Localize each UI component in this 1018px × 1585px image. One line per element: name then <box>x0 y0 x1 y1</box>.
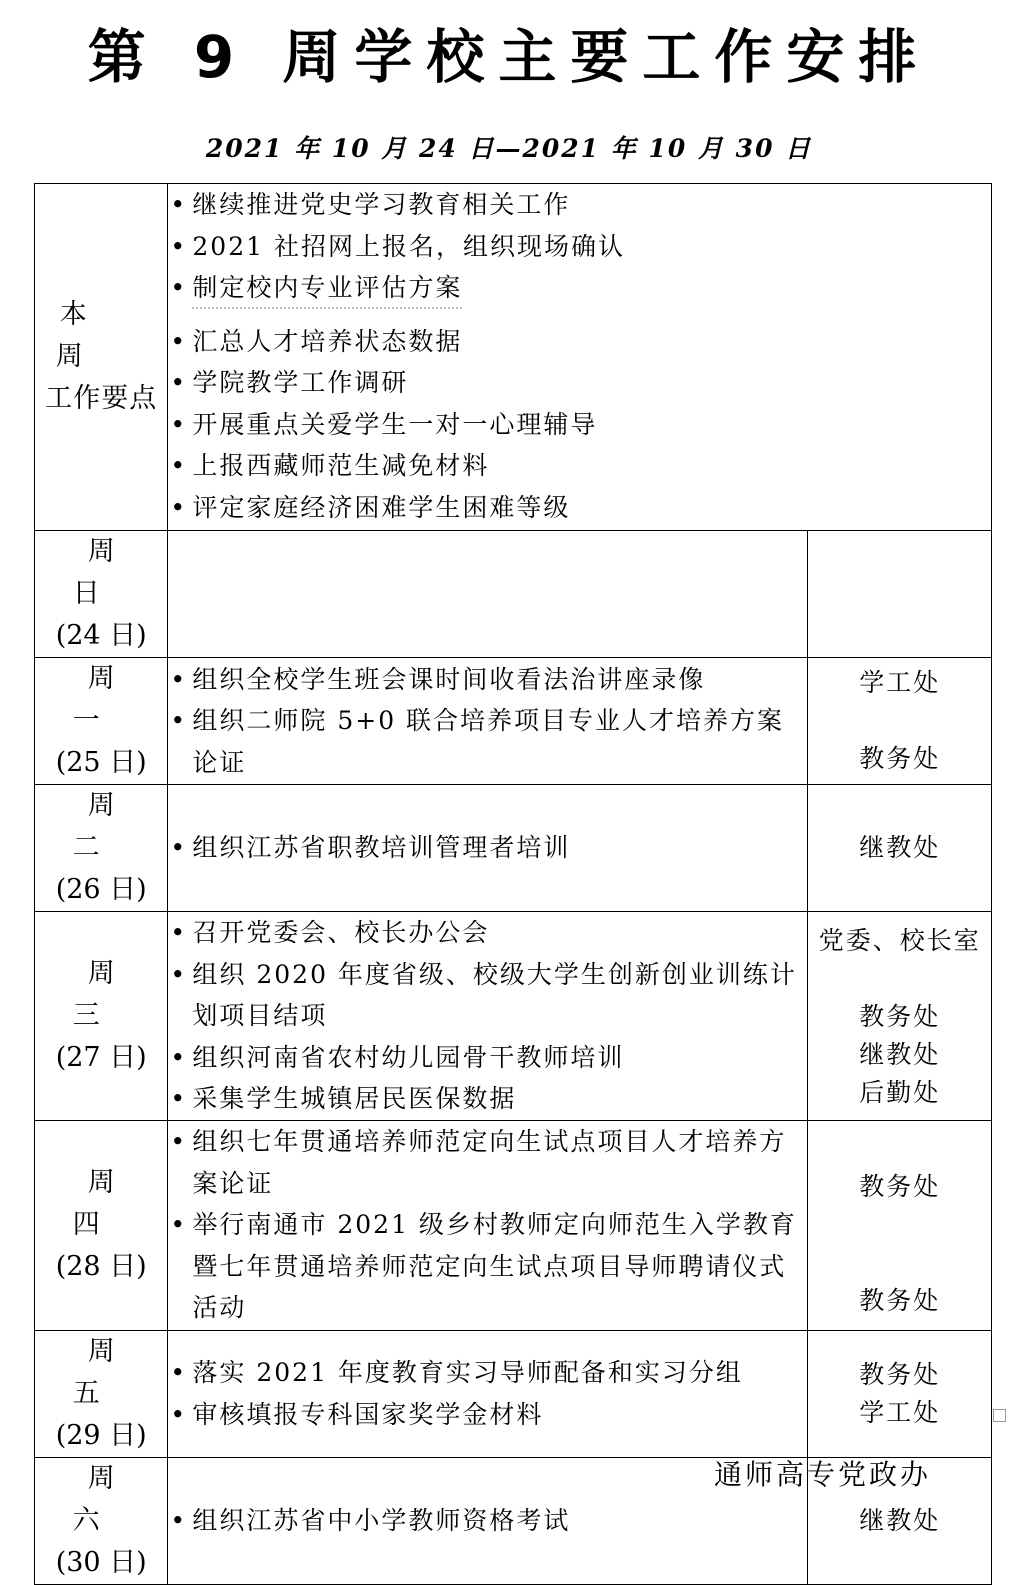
list-item: • 2021 社招网上报名，组织现场确认 <box>168 226 991 268</box>
list-item: • 组织七年贯通培养师范定向生试点项目人才培养方案论证 <box>168 1121 807 1204</box>
bullet-icon: • <box>170 326 188 356</box>
day-label: 周 三 (27 日) <box>35 912 168 1121</box>
list-item: • 审核填报专科国家奖学金材料 <box>168 1394 807 1436</box>
list-item: • 汇总人才培养状态数据 <box>168 321 991 363</box>
day-label: 周 一 (25 日) <box>35 658 168 785</box>
list-item: • 组织全校学生班会课时间收看法治讲座录像 <box>168 659 807 701</box>
day-tasks <box>168 1120 808 1330</box>
bullet-icon: • <box>170 1358 188 1387</box>
day-tasks <box>168 1457 808 1584</box>
day-tasks <box>168 785 808 912</box>
key-points-label-line1: 本 周 <box>55 299 151 372</box>
list-item: • 开展重点关爱学生一对一心理辅导 <box>168 404 991 446</box>
list-item: • 落实 2021 年度教育实习导师配备和实习分组 <box>168 1352 807 1394</box>
list-item: • 组织二师院 5+0 联合培养项目专业人才培养方案论证 <box>168 700 807 783</box>
day-row-monday <box>35 658 992 785</box>
bullet-icon: • <box>170 190 188 219</box>
schedule-table <box>34 183 992 1585</box>
key-points-label-line2: 工作要点 <box>45 383 158 414</box>
bullet-icon: • <box>170 1210 188 1240</box>
list-item: • 评定家庭经济困难学生困难等级 <box>168 487 991 529</box>
day-depts: 继教处 <box>808 1457 992 1584</box>
day-label: 周 日 (24 日) <box>35 531 168 658</box>
bullet-icon: • <box>170 492 188 522</box>
day-label: 周 六 (30 日) <box>35 1457 168 1584</box>
key-points-list <box>168 184 992 531</box>
list-item: • 上报西藏师范生减免材料 <box>168 445 991 487</box>
day-label: 周 五 (29 日) <box>35 1330 168 1457</box>
day-depts: 学工处 教务处 <box>808 658 992 785</box>
list-item: • 组织江苏省中小学教师资格考试 <box>168 1500 807 1542</box>
bullet-icon: • <box>170 1505 188 1535</box>
bullet-icon: • <box>170 1084 188 1113</box>
list-item: • 举行南通市 2021 级乡村教师定向师范生入学教育暨七年贯通培养师范定向生试点项目导师聘请仪式活动 <box>168 1204 807 1329</box>
table-resize-handle[interactable] <box>993 1409 1006 1422</box>
day-depts: 党委、校长室 教务处 继教处 后勤处 <box>808 912 992 1121</box>
list-item: • 召开党委会、校长办公会 <box>168 912 807 954</box>
bullet-icon: • <box>170 409 188 439</box>
list-item: • 组织河南省农村幼儿园骨干教师培训 <box>168 1037 807 1079</box>
page-title: 第 9 周学校主要工作安排 <box>87 23 931 91</box>
bullet-icon: • <box>170 1399 188 1429</box>
day-label: 周 四 (28 日) <box>35 1120 168 1330</box>
day-row-tuesday <box>35 785 992 912</box>
bullet-icon: • <box>170 706 188 736</box>
list-item: • 学院教学工作调研 <box>168 362 991 404</box>
bullet-icon: • <box>170 1042 188 1072</box>
day-row-sunday <box>35 531 992 658</box>
list-item: • 采集学生城镇居民医保数据 <box>168 1078 807 1120</box>
day-row-thursday <box>35 1120 992 1330</box>
day-depts <box>808 531 992 658</box>
key-points-label <box>35 184 168 531</box>
day-row-wednesday <box>35 912 992 1121</box>
date-range: 2021 年 10 月 24 日—2021 年 10 月 30 日 <box>205 134 813 163</box>
bullet-icon: • <box>170 273 188 302</box>
bullet-icon: • <box>170 959 188 989</box>
list-item: • 组织江苏省职教培训管理者培训 <box>168 827 807 869</box>
list-item: • 制定校内专业评估方案 <box>168 267 991 309</box>
key-points-row <box>35 184 992 531</box>
day-tasks <box>168 531 808 658</box>
list-item: • 继续推进党史学习教育相关工作 <box>168 184 991 226</box>
bullet-icon: • <box>170 664 188 694</box>
day-label: 周 二 (26 日) <box>35 785 168 912</box>
bullet-icon: • <box>170 1127 188 1157</box>
bullet-icon: • <box>170 918 188 947</box>
day-depts: 教务处 教务处 <box>808 1120 992 1330</box>
day-tasks <box>168 1330 808 1457</box>
day-depts: 继教处 <box>808 785 992 912</box>
bullet-icon: • <box>170 451 188 480</box>
day-depts: 教务处 学工处 <box>808 1330 992 1457</box>
bullet-icon: • <box>170 231 188 261</box>
list-item: • 组织 2020 年度省级、校级大学生创新创业训练计划项目结项 <box>168 954 807 1037</box>
day-tasks <box>168 658 808 785</box>
bullet-icon: • <box>170 368 188 397</box>
day-tasks <box>168 912 808 1121</box>
bullet-icon: • <box>170 833 188 863</box>
signature: 通师高专党政办 <box>714 1458 932 1491</box>
day-row-friday <box>35 1330 992 1457</box>
